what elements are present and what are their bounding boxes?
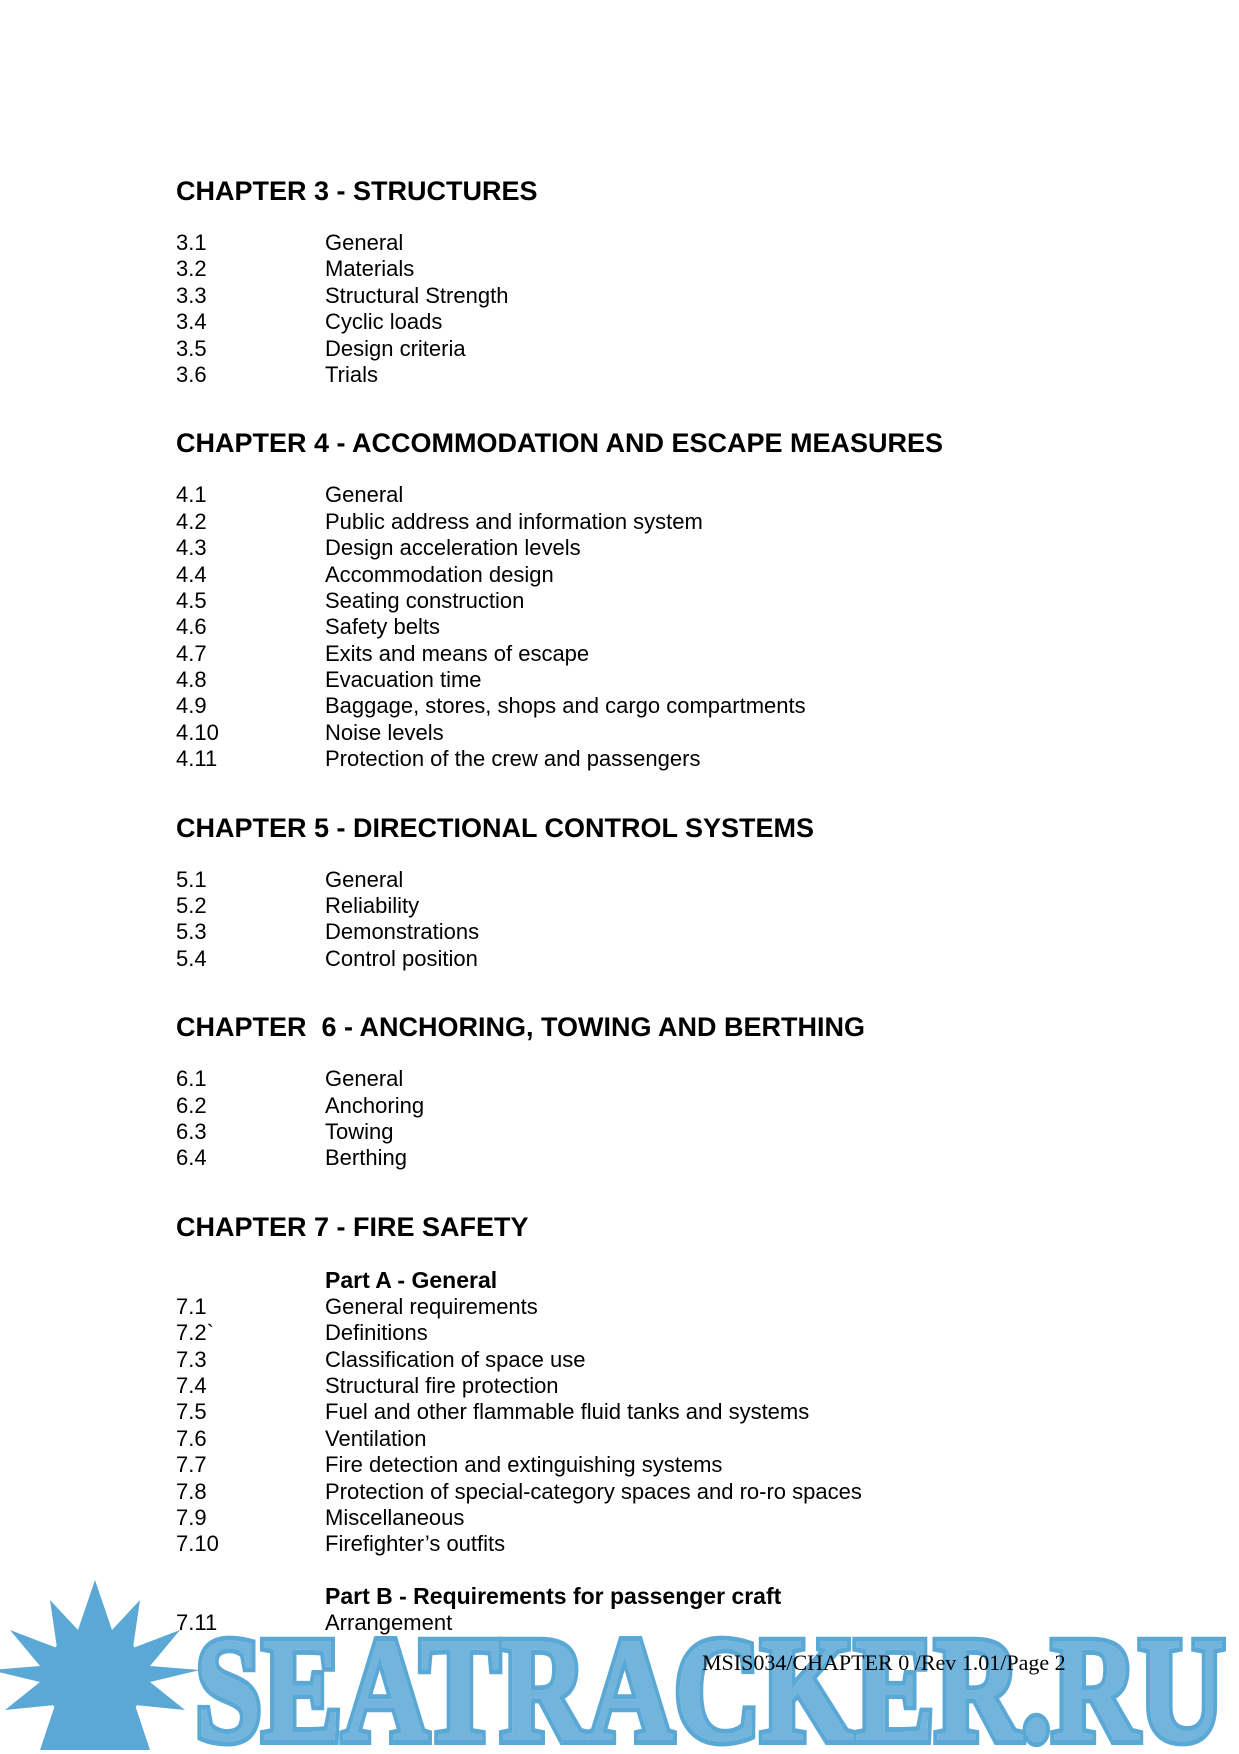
list-item	[176, 230, 1176, 256]
item-number: 6.3	[176, 1118, 207, 1144]
list-item	[176, 919, 1176, 945]
list-item	[176, 482, 1176, 508]
item-number: 5.2	[176, 893, 207, 919]
list-item	[176, 1294, 1176, 1320]
item-number: 5.4	[176, 945, 207, 971]
item-number: 7.11	[176, 1609, 218, 1635]
item-number: 3.1	[176, 230, 207, 255]
item-title: Demonstrations	[325, 919, 480, 945]
item-title: Arrangement	[325, 1609, 453, 1635]
list-item	[176, 614, 1176, 640]
item-number: 4.3	[176, 535, 207, 561]
item-title: Structural Strength	[325, 282, 509, 308]
item-title: General	[325, 866, 404, 892]
page-footer: MSIS034/CHAPTER 0 /Rev 1.01/Page 2	[702, 1650, 1066, 1675]
chapter-heading: CHAPTER 4 - ACCOMMODATION AND ESCAPE MEASURES	[176, 428, 944, 459]
item-title: Anchoring	[325, 1092, 425, 1118]
item-number: 7.9	[176, 1504, 207, 1530]
item-number: 4.6	[176, 614, 207, 640]
list-item	[176, 946, 1176, 972]
item-title: Protection of the crew and passengers	[325, 746, 701, 772]
list-item	[176, 1452, 1176, 1478]
item-title: Seating construction	[325, 587, 525, 613]
list-item	[176, 1426, 1176, 1452]
item-title: Miscellaneous	[325, 1504, 465, 1530]
list-item	[176, 1093, 1176, 1119]
item-number: 7.4	[176, 1372, 207, 1398]
item-number: 3.2	[176, 256, 207, 282]
item-number: 4.9	[176, 693, 207, 719]
item-number: 3.3	[176, 282, 207, 308]
chapter-heading: CHAPTER 6 - ANCHORING, TOWING AND BERTHING	[176, 1012, 866, 1043]
list-item	[176, 667, 1176, 693]
item-number: 4.1	[176, 482, 207, 508]
list-item	[176, 588, 1176, 614]
item-number: 7.3	[176, 1346, 207, 1372]
item-title: Evacuation time	[325, 667, 482, 693]
watermark-text: SEATRACKER.RU	[195, 1607, 1225, 1754]
item-title: Trials	[325, 361, 378, 387]
item-title: Fuel and other flammable fluid tanks and systems	[325, 1399, 810, 1425]
chapter-5-section	[176, 811, 1176, 973]
list-item	[176, 893, 1176, 919]
item-number: 5.3	[176, 919, 207, 945]
item-title: Cyclic loads	[325, 309, 443, 335]
list-item	[176, 309, 1176, 335]
item-number: 6.2	[176, 1092, 207, 1118]
list-item	[176, 746, 1176, 772]
chapter-4-section	[176, 426, 1176, 772]
item-title: Definitions	[325, 1320, 428, 1346]
list-item	[176, 1399, 1176, 1425]
list-item	[176, 283, 1176, 309]
list-item	[176, 362, 1176, 388]
list-item	[176, 1066, 1176, 1092]
item-title: General	[325, 230, 404, 255]
item-number: 7.1	[176, 1293, 207, 1319]
item-title: Structural fire protection	[325, 1372, 559, 1398]
list-item	[176, 336, 1176, 362]
item-title: Public address and information system	[325, 508, 703, 534]
item-title: Protection of special-category spaces and ro-ro spaces	[325, 1478, 862, 1504]
list-item	[176, 256, 1176, 282]
list-item	[176, 562, 1176, 588]
item-number: 6.4	[176, 1145, 207, 1171]
item-title: General	[325, 482, 404, 508]
chapter-heading: CHAPTER 3 - STRUCTURES	[176, 176, 538, 206]
item-title: Firefighter’s outfits	[325, 1531, 506, 1557]
list-item	[176, 641, 1176, 667]
item-number: 3.4	[176, 309, 207, 335]
list-item	[176, 693, 1176, 719]
list-item	[176, 1347, 1176, 1373]
item-number: 7.5	[176, 1399, 207, 1425]
item-title: Reliability	[325, 893, 420, 919]
item-title: Berthing	[325, 1145, 407, 1171]
item-number: 7.10	[176, 1531, 219, 1557]
list-item	[176, 1479, 1176, 1505]
item-title: Fire detection and extinguishing systems	[325, 1452, 723, 1478]
list-item	[176, 1145, 1176, 1171]
chapter-heading: CHAPTER 7 - FIRE SAFETY	[176, 1211, 529, 1242]
part-heading: Part B - Requirements for passenger craft	[325, 1582, 782, 1609]
chapter-3-section	[176, 174, 1176, 388]
item-title: Safety belts	[325, 614, 440, 640]
item-title: Classification of space use	[325, 1346, 586, 1372]
item-title: Baggage, stores, shops and cargo compartments	[325, 693, 806, 719]
item-number: 7.7	[176, 1452, 207, 1478]
chapter-6-section	[176, 1010, 1176, 1172]
item-title: Design acceleration levels	[325, 535, 581, 561]
item-number: 4.11	[176, 746, 218, 772]
item-number: 7.6	[176, 1425, 207, 1451]
item-title: General requirements	[325, 1293, 538, 1319]
item-title: Control position	[325, 945, 478, 971]
item-title: Design criteria	[325, 335, 466, 361]
item-title: Noise levels	[325, 719, 444, 745]
item-number: 4.2	[176, 508, 207, 534]
item-number: 6.1	[176, 1066, 207, 1092]
part-heading: Part A - General	[325, 1266, 498, 1293]
item-number: 7.8	[176, 1478, 207, 1504]
item-number: 3.6	[176, 361, 207, 387]
sun-burst-icon	[0, 1580, 200, 1750]
list-item	[176, 509, 1176, 535]
list-item	[176, 1119, 1176, 1145]
item-number: 7.2`	[176, 1320, 214, 1346]
chapter-heading: CHAPTER 5 - DIRECTIONAL CONTROL SYSTEMS	[176, 812, 815, 843]
list-item	[176, 535, 1176, 561]
item-title: Materials	[325, 256, 415, 282]
list-item	[176, 1531, 1176, 1557]
item-number: 5.1	[176, 866, 207, 892]
item-title: Ventilation	[325, 1425, 427, 1451]
watermark-text-fill: SEATRACKER.RU	[195, 1607, 1225, 1754]
list-item	[176, 867, 1176, 893]
item-number: 4.5	[176, 587, 207, 613]
list-item	[176, 1373, 1176, 1399]
item-number: 4.4	[176, 561, 207, 587]
list-item	[176, 720, 1176, 746]
item-title: General	[325, 1066, 404, 1092]
list-item	[176, 1505, 1176, 1531]
item-title: Exits and means of escape	[325, 640, 590, 666]
list-item	[176, 1320, 1176, 1346]
item-title: Accommodation design	[325, 561, 554, 587]
item-number: 4.10	[176, 719, 219, 745]
item-number: 4.7	[176, 640, 207, 666]
table-of-contents	[176, 174, 1176, 1674]
item-title: Towing	[325, 1118, 394, 1144]
item-number: 4.8	[176, 667, 207, 693]
item-number: 3.5	[176, 335, 207, 361]
